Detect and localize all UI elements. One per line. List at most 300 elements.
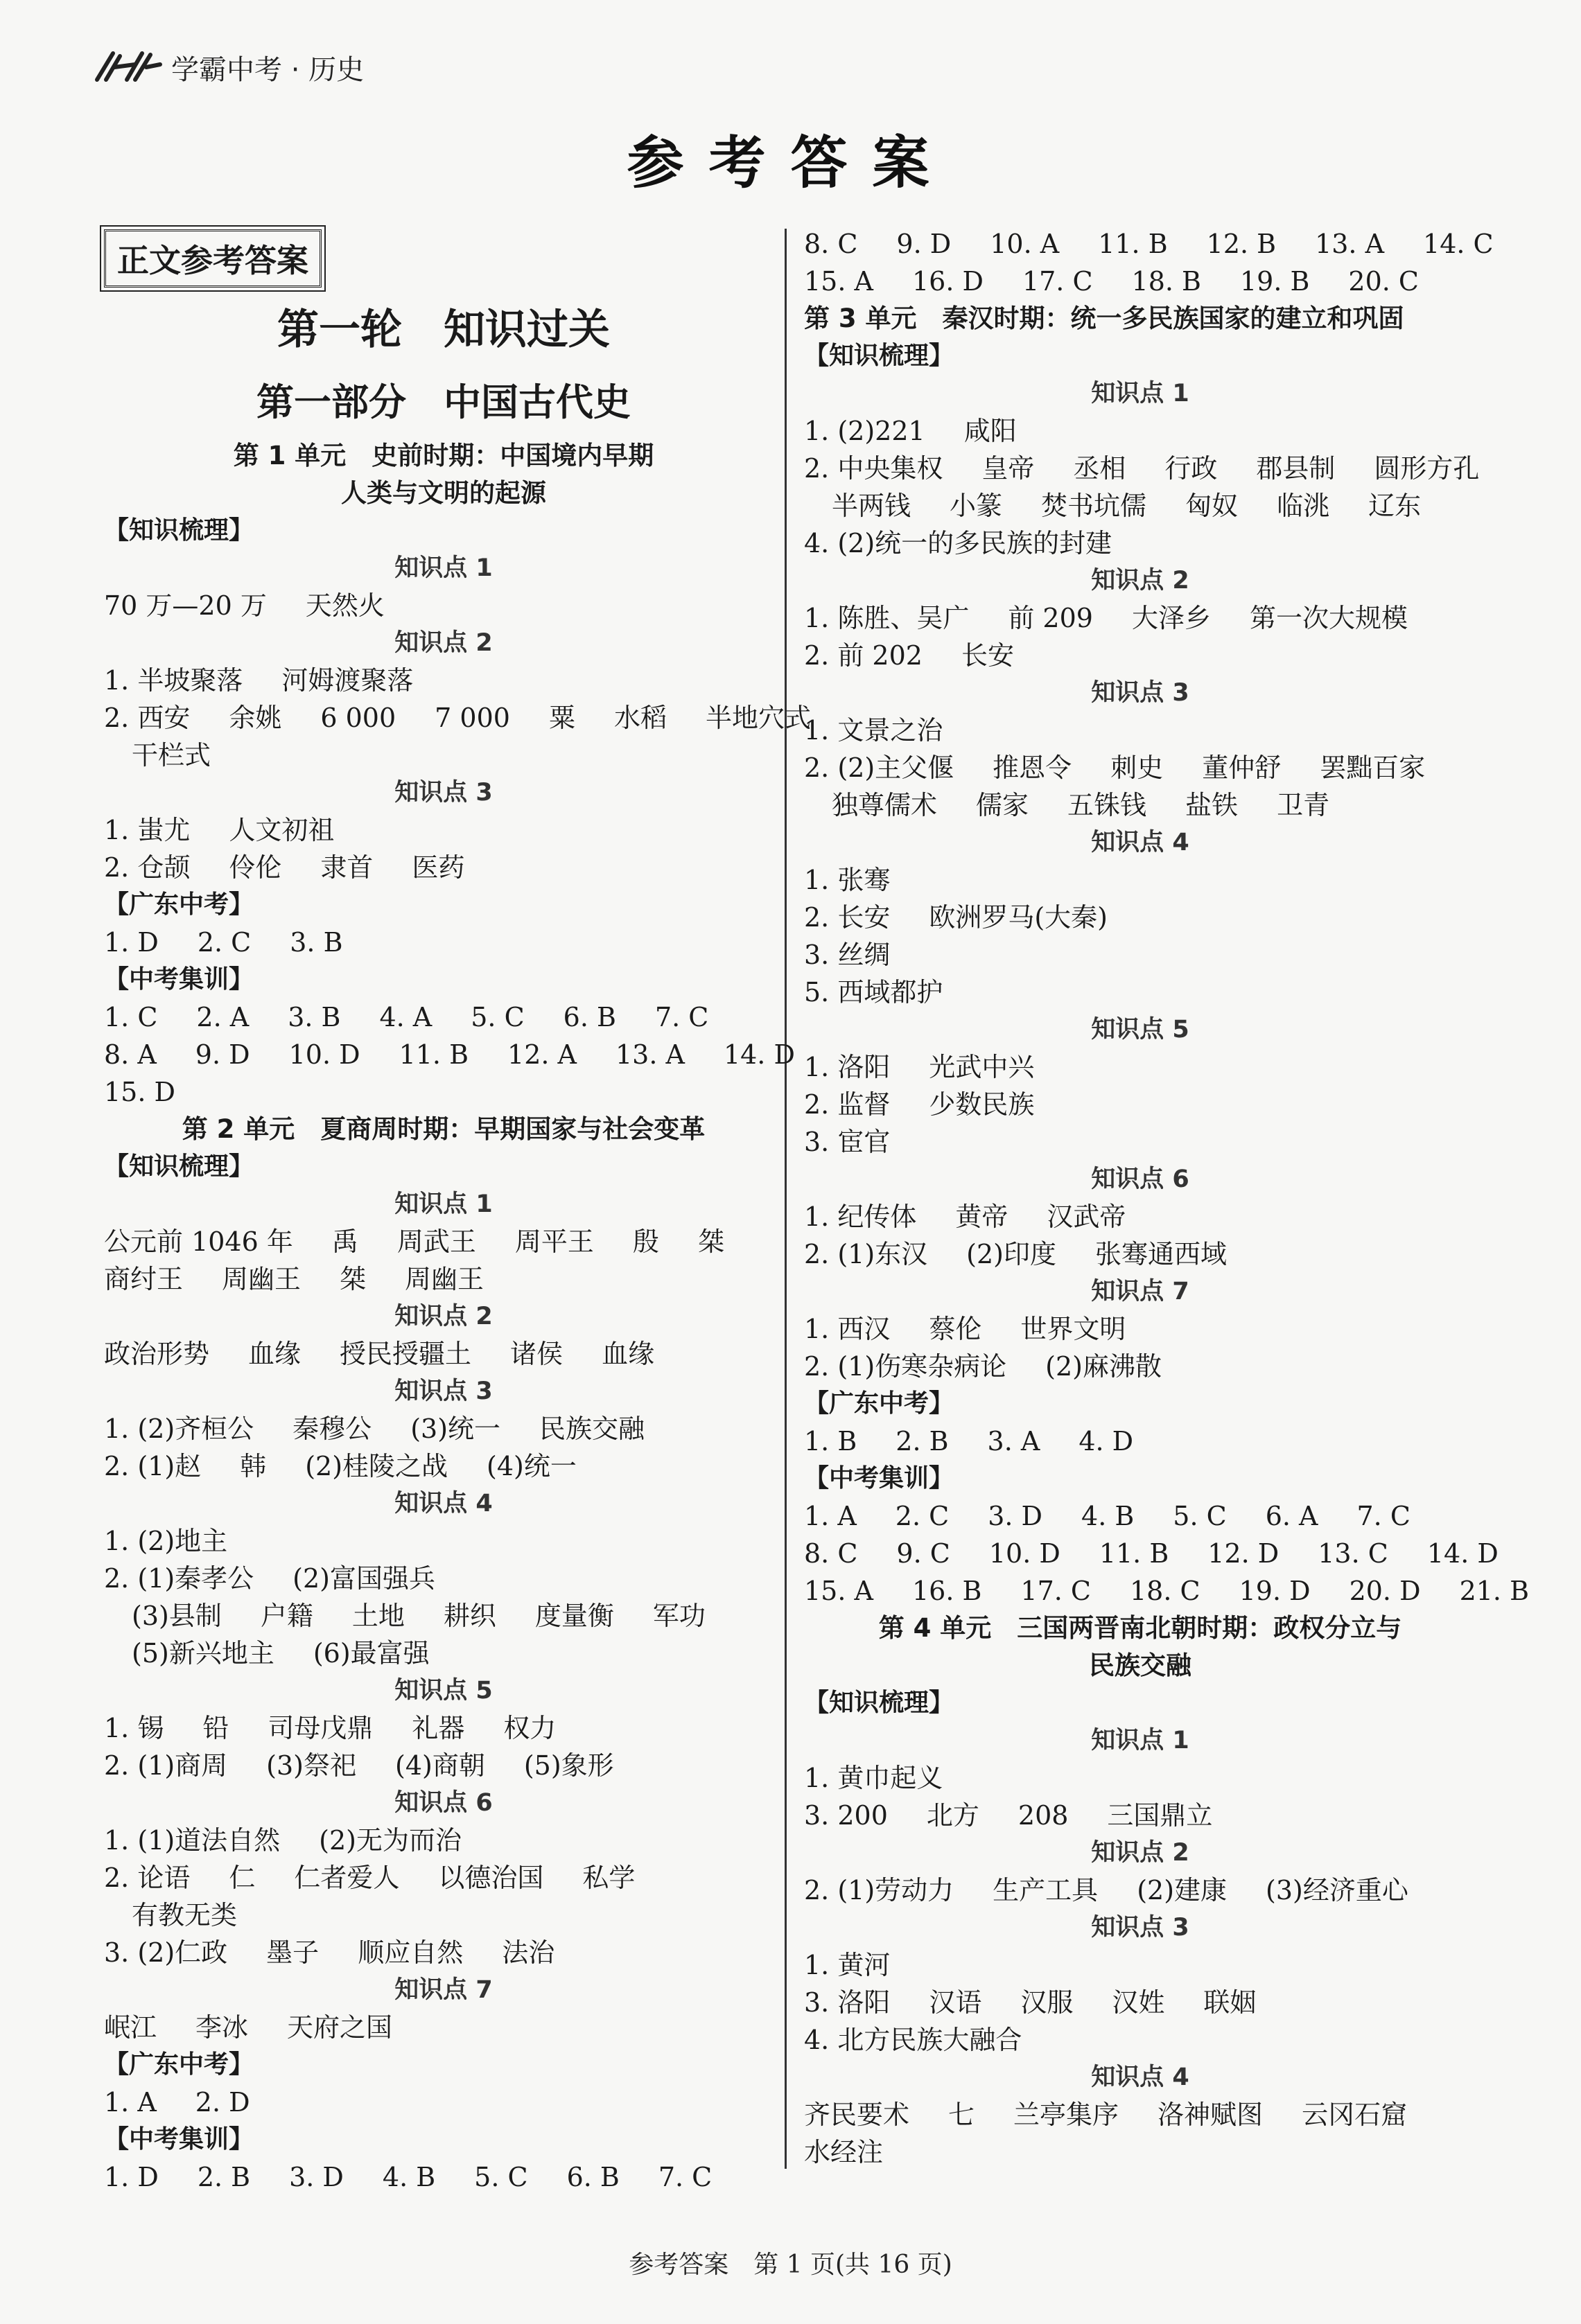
answer-item: 前 209	[1008, 603, 1093, 633]
answer-item: 3. 丝绸	[804, 940, 891, 970]
answer-item: 耕织	[443, 1601, 496, 1631]
answer-item: 血缘	[248, 1339, 302, 1369]
answer-item: 17. C	[1022, 266, 1093, 297]
answer-item: 禹	[331, 1226, 358, 1257]
answer-item: 2. C	[895, 1501, 950, 1531]
right-answer-list	[804, 225, 1529, 2171]
answer-line	[104, 1822, 783, 1859]
answer-item: (4)商朝	[395, 1750, 485, 1781]
answer-item: 伶伦	[229, 852, 282, 883]
answer-line	[804, 1235, 1476, 1273]
knowledge-point-heading: 知识点 5	[394, 1677, 493, 1705]
answer-item: 14. D	[1426, 1538, 1499, 1569]
answer-line	[104, 662, 783, 699]
answer-item: 匈奴	[1185, 491, 1239, 521]
unit-heading: 第 2 单元 夏商周时期：早期国家与社会变革	[182, 1114, 706, 1144]
answer-item: 10. A	[990, 229, 1060, 259]
answer-line	[804, 225, 1494, 263]
answer-item: 汉语	[929, 1987, 982, 2018]
answer-item: (2)印度	[966, 1239, 1056, 1269]
left-column	[104, 225, 811, 2196]
answer-item: 皇帝	[981, 453, 1035, 484]
answer-item: 水稻	[613, 703, 667, 733]
answer-item: 卫青	[1277, 790, 1330, 820]
answer-item: 7. C	[1356, 1501, 1410, 1531]
answer-item: 度量衡	[534, 1601, 614, 1631]
answer-item: 4. B	[1081, 1501, 1135, 1531]
knowledge-point-heading: 知识点 4	[394, 1490, 493, 1517]
answer-line	[804, 1086, 1476, 1123]
answer-item: 户籍	[260, 1601, 313, 1631]
answer-item: (2)无为而治	[319, 1825, 462, 1856]
answer-item: 4. B	[382, 2162, 436, 2192]
answer-line	[804, 2096, 1476, 2133]
knowledge-point-heading: 知识点 1	[394, 1190, 493, 1218]
knowledge-point-heading: 知识点 3	[1091, 1914, 1189, 1942]
knowledge-point-heading: 知识点 2	[394, 1303, 493, 1330]
answer-item: 1. (1)道法自然	[104, 1825, 281, 1856]
section-tag: 【知识梳理】	[104, 516, 254, 545]
answer-item: 2. (1)赵	[104, 1451, 202, 1481]
answer-item: 权力	[503, 1713, 557, 1743]
unit-heading: 第 1 单元 史前时期：中国境内早期	[233, 441, 654, 470]
answer-item: 7. C	[654, 1002, 709, 1032]
answer-item: 2. (1)伤寒杂病论	[804, 1351, 1007, 1382]
answer-line	[804, 487, 1476, 525]
answer-item: 联姻	[1203, 1987, 1257, 2018]
answer-item: 张骞通西域	[1095, 1239, 1228, 1269]
answer-item: 洛神赋图	[1158, 2099, 1264, 2130]
answer-item: 韩	[240, 1451, 267, 1481]
right-column	[804, 225, 1529, 2171]
answer-item: 1. (2)221	[804, 416, 925, 446]
answer-item: (2)桂陵之战	[305, 1451, 448, 1481]
answer-item: (4)统一	[487, 1451, 577, 1481]
answer-item: 齐民要术	[804, 2099, 910, 2130]
answer-item: 墨子	[266, 1937, 320, 1968]
answer-item: 2. B	[896, 1426, 949, 1456]
answer-item: 半地穴式	[705, 703, 811, 733]
answer-item: 小篆	[950, 491, 1003, 521]
answer-item: 北方	[926, 1800, 979, 1831]
answer-line	[804, 1198, 1476, 1235]
round-title: 第一轮 知识过关	[277, 306, 610, 354]
knowledge-point-heading: 知识点 7	[394, 1976, 493, 2004]
answer-item: 5. C	[1173, 1501, 1227, 1531]
answer-line	[104, 811, 783, 849]
answer-item: 7 000	[435, 703, 510, 733]
section-tag: 【广东中考】	[104, 890, 254, 919]
answer-line	[104, 699, 811, 737]
answer-line	[804, 861, 1476, 899]
section-tag: 【知识梳理】	[804, 342, 954, 370]
answer-line	[104, 998, 783, 1036]
answer-line	[104, 737, 783, 774]
answer-item: 商纣王	[104, 1264, 184, 1294]
answer-line	[804, 786, 1476, 824]
answer-item: 仁者爱人	[294, 1863, 400, 1893]
brand-text: 学霸中考 · 历史	[171, 53, 365, 86]
answer-item: 咸阳	[963, 416, 1017, 446]
knowledge-point-heading: 知识点 3	[394, 779, 493, 807]
answer-item: 推恩令	[993, 752, 1072, 783]
answer-item: 1. 黄巾起义	[804, 1763, 943, 1793]
answer-item: 周平王	[514, 1226, 594, 1257]
answer-item: 20. D	[1349, 1576, 1421, 1606]
answer-item: 黄帝	[955, 1201, 1008, 1232]
answer-item: 丞相	[1073, 453, 1126, 484]
answer-line	[804, 2133, 1476, 2171]
answer-line	[104, 1036, 795, 1073]
answer-item: 诸侯	[510, 1339, 564, 1369]
page-header	[94, 43, 364, 91]
answer-line	[104, 849, 783, 886]
section-tag: 【中考集训】	[104, 2125, 254, 2154]
section-tag: 【知识梳理】	[104, 1152, 254, 1181]
knowledge-point-heading: 知识点 4	[1091, 2063, 1189, 2091]
column-divider	[785, 229, 787, 2169]
answer-line	[804, 1946, 1476, 1984]
answer-item: 隶首	[320, 852, 374, 883]
answer-item: 20. C	[1348, 266, 1420, 297]
answer-item: 17. C	[1020, 1576, 1091, 1606]
answer-item: 汉姓	[1112, 1987, 1165, 2018]
answer-item: (5)新兴地主	[132, 1638, 274, 1669]
answer-item: 5. 西域都护	[804, 977, 943, 1007]
answer-item: 3. B	[290, 927, 343, 958]
answer-item: 粟	[548, 703, 575, 733]
answer-item: 15. A	[804, 1576, 873, 1606]
answer-item: 罢黜百家	[1320, 752, 1426, 783]
answer-item: 军功	[652, 1601, 706, 1631]
answer-item: 刺史	[1110, 752, 1164, 783]
answer-line	[804, 1348, 1476, 1385]
answer-line	[104, 1335, 783, 1373]
answer-line	[104, 1709, 783, 1747]
answer-item: 1. 西汉	[804, 1314, 891, 1344]
answer-item: 三国鼎立	[1107, 1800, 1213, 1831]
answer-line	[804, 2021, 1476, 2059]
answer-item: 5. C	[474, 2162, 528, 2192]
answer-item: 焚书坑儒	[1041, 491, 1147, 521]
answer-line	[104, 1635, 783, 1672]
answer-item: (3)经济重心	[1266, 1875, 1408, 1905]
section-box-title: 正文参考答案	[104, 229, 322, 288]
answer-item: 欧洲罗马(大秦)	[929, 902, 1108, 933]
knowledge-point-heading: 知识点 2	[394, 629, 493, 657]
answer-line	[104, 587, 783, 624]
answer-item: 桀	[340, 1264, 367, 1294]
answer-item: 盐铁	[1185, 790, 1239, 820]
knowledge-point-heading: 知识点 1	[1091, 1727, 1189, 1754]
answer-item: 1. 纪传体	[804, 1201, 917, 1232]
answer-line	[804, 712, 1476, 749]
answer-item: 以德治国	[438, 1863, 544, 1893]
answer-item: 2. 前 202	[804, 640, 923, 671]
answer-item: (2)麻沸散	[1045, 1351, 1162, 1382]
answer-item: 2. C	[197, 927, 252, 958]
answer-item: 2. (1)劳动力	[804, 1875, 954, 1905]
answer-item: 仁	[229, 1863, 256, 1893]
answer-item: 殷	[632, 1226, 659, 1257]
answer-item: 第一次大规模	[1249, 603, 1408, 633]
answer-item: 6. A	[1265, 1501, 1318, 1531]
answer-line	[104, 1747, 783, 1784]
answer-item: 1. (2)齐桓公	[104, 1414, 254, 1444]
answer-line	[804, 263, 1476, 300]
answer-item: 余姚	[229, 703, 282, 733]
answer-item: 周幽王	[405, 1264, 484, 1294]
answer-item: (3)祭祀	[266, 1750, 356, 1781]
answer-line	[104, 924, 783, 961]
answer-item: 蔡伦	[929, 1314, 982, 1344]
answer-line	[804, 1123, 1476, 1161]
answer-line	[804, 1984, 1476, 2021]
answer-item: 李冰	[195, 2012, 249, 2043]
answer-item: 河姆渡聚落	[281, 665, 414, 696]
answer-item: 2. 西安	[104, 703, 191, 733]
answer-item: 1. 蚩尤	[104, 815, 191, 845]
section-tag: 【广东中考】	[804, 1389, 954, 1418]
answer-item: 3. (2)仁政	[104, 1937, 228, 1968]
answer-item: 13. A	[615, 1039, 685, 1070]
knowledge-point-heading: 知识点 7	[1091, 1278, 1189, 1305]
answer-item: 干栏式	[132, 740, 211, 771]
answer-item: 1. 陈胜、吴广	[804, 603, 970, 633]
answer-item: 七	[948, 2099, 975, 2130]
brand-logo-icon	[94, 46, 163, 88]
answer-item: 2. 长安	[804, 902, 891, 933]
section-tag: 【中考集训】	[104, 965, 254, 994]
answer-item: 8. C	[804, 229, 858, 259]
answer-item: 2. (1)秦孝公	[104, 1563, 254, 1594]
answer-item: 少数民族	[929, 1089, 1035, 1120]
answer-item: 行政	[1164, 453, 1218, 484]
answer-item: 生产工具	[993, 1875, 1099, 1905]
knowledge-point-heading: 知识点 2	[1091, 567, 1189, 595]
answer-item: 礼器	[412, 1713, 465, 1743]
answer-line	[804, 599, 1476, 637]
answer-item: 9. C	[896, 1538, 950, 1569]
unit-heading: 第 3 单元 秦汉时期：统一多民族国家的建立和巩固	[804, 303, 1404, 333]
answer-item: 8. A	[104, 1039, 157, 1070]
answer-item: 有教无类	[132, 1900, 238, 1930]
answer-line	[804, 1872, 1476, 1909]
answer-line	[104, 1260, 783, 1298]
answer-line	[804, 749, 1476, 786]
section-tag: 【广东中考】	[104, 2050, 254, 2079]
answer-item: 桀	[697, 1226, 724, 1257]
answer-item: 大泽乡	[1131, 603, 1211, 633]
answer-item: 人文初祖	[229, 815, 335, 845]
answer-item: 3. 200	[804, 1800, 888, 1831]
answer-item: 11. B	[399, 1039, 469, 1070]
answer-line	[104, 2084, 783, 2121]
knowledge-point-heading: 知识点 1	[394, 554, 493, 582]
answer-item: 公元前 1046 年	[104, 1226, 293, 1257]
answer-item: 2. 中央集权	[804, 453, 943, 484]
knowledge-point-heading: 知识点 6	[1091, 1165, 1189, 1193]
answer-item: 7. C	[658, 2162, 713, 2192]
answer-item: 光武中兴	[929, 1052, 1035, 1082]
answer-item: 顺应自然	[358, 1937, 464, 1968]
answer-item: 14. C	[1423, 229, 1494, 259]
answer-item: 3. 宦官	[804, 1127, 891, 1157]
unit-heading: 民族交融	[1089, 1650, 1191, 1680]
answer-item: 9. D	[195, 1039, 250, 1070]
left-answer-list	[104, 437, 811, 2196]
answer-line	[104, 2158, 783, 2196]
knowledge-point-heading: 知识点 1	[1091, 380, 1189, 407]
answer-item: 2. 仓颉	[104, 852, 191, 883]
answer-item: 独尊儒术	[832, 790, 938, 820]
answer-item: 208	[1017, 1800, 1069, 1831]
answer-item: 圆形方孔	[1374, 453, 1480, 484]
answer-item: 1. 黄河	[804, 1950, 891, 1980]
answer-item: 4. A	[379, 1002, 433, 1032]
answer-item: 1. 锡	[104, 1713, 164, 1743]
answer-item: 2. (2)主父偃	[804, 752, 954, 783]
answer-line	[804, 1048, 1476, 1086]
answer-item: 云冈石窟	[1302, 2099, 1408, 2130]
answer-line	[804, 1497, 1476, 1535]
answer-item: 周武王	[396, 1226, 476, 1257]
answer-item: 1. D	[104, 927, 159, 958]
answer-item: 水经注	[804, 2137, 884, 2167]
answer-item: 9. D	[896, 229, 952, 259]
answer-item: 2. D	[195, 2087, 250, 2118]
answer-line	[104, 1410, 783, 1447]
answer-line	[104, 1597, 783, 1635]
answer-item: 1. A	[804, 1501, 857, 1531]
answer-line	[804, 1535, 1499, 1572]
answer-item: 13. A	[1315, 229, 1385, 259]
answer-item: 6. B	[566, 2162, 620, 2192]
unit-heading: 人类与文明的起源	[341, 478, 546, 508]
answer-item: 汉武帝	[1047, 1201, 1126, 1232]
answer-line	[804, 637, 1476, 674]
knowledge-point-heading: 知识点 4	[1091, 829, 1189, 856]
answer-item: 1. 文景之治	[804, 715, 943, 746]
answer-line	[104, 1223, 783, 1260]
answer-item: 15. D	[104, 1077, 175, 1107]
answer-item: 4. D	[1078, 1426, 1134, 1456]
answer-item: 汉服	[1020, 1987, 1074, 2018]
answer-item: 5. C	[471, 1002, 525, 1032]
answer-item: 1. 张骞	[804, 865, 891, 895]
answer-item: 郡县制	[1256, 453, 1336, 484]
answer-item: 血缘	[602, 1339, 655, 1369]
answer-item: 2. B	[197, 2162, 251, 2192]
answer-item: 土地	[351, 1601, 405, 1631]
answer-item: 岷江	[104, 2012, 157, 2043]
page-footer: 参考答案 第 1 页(共 16 页)	[629, 2251, 952, 2279]
answer-item: (2)富国强兵	[292, 1563, 435, 1594]
answer-item: 21. B	[1459, 1576, 1529, 1606]
answer-item: 司母戊鼎	[268, 1713, 374, 1743]
answer-item: 6. B	[563, 1002, 616, 1032]
knowledge-point-heading: 知识点 2	[1091, 1839, 1189, 1867]
answer-item: 15. A	[804, 266, 873, 297]
answer-item: 3. A	[987, 1426, 1040, 1456]
answer-item: 秦穆公	[292, 1414, 372, 1444]
answer-item: 1. C	[104, 1002, 158, 1032]
answer-item: 18. B	[1131, 266, 1201, 297]
answer-item: 辽东	[1368, 491, 1422, 521]
answer-line	[804, 412, 1476, 450]
answer-line	[804, 936, 1476, 974]
page-title: 参考答案	[627, 130, 954, 196]
answer-item: 16. B	[911, 1576, 982, 1606]
answer-item: 2. (1)商周	[104, 1750, 228, 1781]
answer-item: 11. B	[1099, 1538, 1169, 1569]
answer-item: 五铢钱	[1067, 790, 1147, 820]
answer-line	[804, 1423, 1476, 1460]
answer-item: 10. D	[288, 1039, 360, 1070]
answer-item: 3. D	[289, 2162, 344, 2192]
answer-item: 天府之国	[287, 2012, 393, 2043]
answer-item: 医药	[412, 852, 465, 883]
answer-line	[104, 1934, 783, 1971]
answer-line	[104, 2009, 783, 2046]
section-tag: 【中考集训】	[804, 1464, 954, 1493]
answer-item: 70 万—20 万	[104, 590, 267, 621]
answer-item: 4. 北方民族大融合	[804, 2025, 1022, 2055]
answer-item: 法治	[502, 1937, 555, 1968]
answer-line	[804, 974, 1476, 1011]
knowledge-point-heading: 知识点 6	[394, 1789, 493, 1817]
answer-line	[804, 1797, 1476, 1834]
answer-line	[804, 1310, 1476, 1348]
answer-line	[804, 525, 1476, 562]
answer-item: 19. D	[1239, 1576, 1311, 1606]
answer-item: 19. B	[1239, 266, 1310, 297]
answer-item: 10. D	[988, 1538, 1060, 1569]
knowledge-point-heading: 知识点 3	[394, 1377, 493, 1405]
answer-item: 1. 半坡聚落	[104, 665, 243, 696]
answer-item: 临洮	[1277, 491, 1330, 521]
answer-item: 儒家	[976, 790, 1029, 820]
answer-line	[104, 1560, 783, 1597]
answer-item: 天然火	[305, 590, 385, 621]
answer-line	[104, 1073, 783, 1111]
answer-item: 1. A	[104, 2087, 157, 2118]
answer-item: 1. D	[104, 2162, 159, 2192]
answer-item: 周幽王	[222, 1264, 302, 1294]
answer-item: (3)统一	[410, 1414, 501, 1444]
answer-item: 14. D	[723, 1039, 795, 1070]
answer-item: (3)县制	[132, 1601, 222, 1631]
answer-item: 铅	[202, 1713, 229, 1743]
answer-item: 民族交融	[539, 1414, 645, 1444]
answer-item: 2. 监督	[804, 1089, 891, 1120]
answer-item: 2. A	[196, 1002, 250, 1032]
answer-item: 12. D	[1207, 1538, 1279, 1569]
answer-line	[104, 1447, 783, 1485]
answer-item: 1. (2)地主	[104, 1526, 228, 1556]
answer-item: 长安	[961, 640, 1014, 671]
answer-line	[804, 1572, 1529, 1610]
answer-item: 12. A	[507, 1039, 577, 1070]
answer-line	[104, 1896, 783, 1934]
answer-item: 兰亭集序	[1013, 2099, 1119, 2130]
section-tag: 【知识梳理】	[804, 1689, 954, 1717]
answer-item: (2)建康	[1137, 1875, 1228, 1905]
answer-line	[804, 899, 1476, 936]
answer-item: 2. 论语	[104, 1863, 191, 1893]
answer-item: 政治形势	[104, 1339, 210, 1369]
unit-heading: 第 4 单元 三国两晋南北朝时期：政权分立与	[878, 1613, 1402, 1643]
